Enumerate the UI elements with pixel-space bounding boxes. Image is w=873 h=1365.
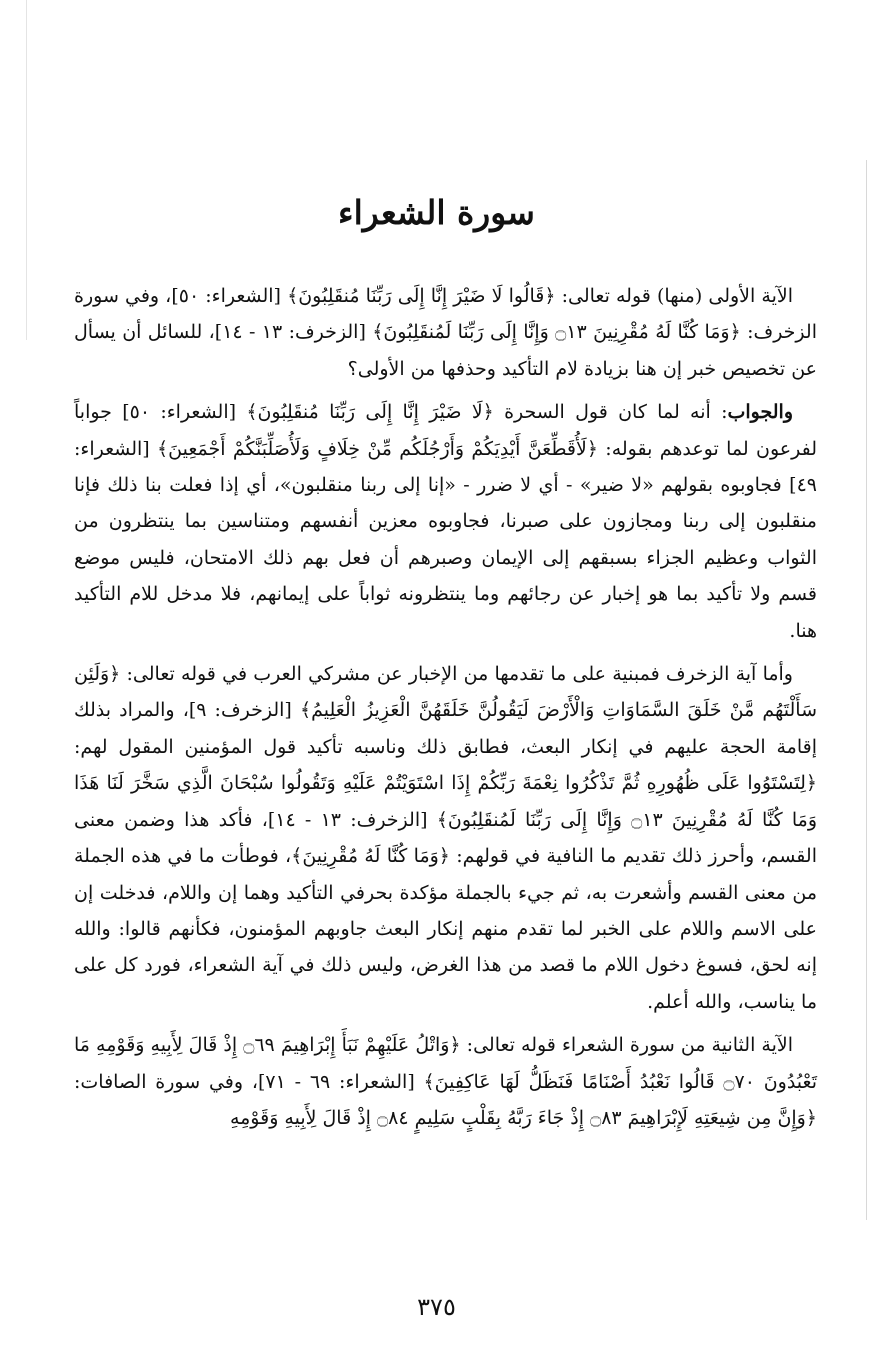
paragraph-text: وأما آية الزخرف فمبنية على ما تقدمها من الإخبار عن مشركي العرب في قوله تعالى: ﴿وَلَئِن سَأَلْتَهُم مَّنْ خَلَقَ السَّمَاوَاتِ وَالْأَرْضَ لَيَقُولُنَّ خَلَقَهُنَّ الْعَزِيزُ الْعَلِيمُ﴾ [الزخرف: ٩]، والمراد بذلك إقامة الحجة عليهم في إنكار البعث، فطابق ذلك وناسبه تأكيد قول المؤمنين المقول لهم: ﴿لِتَسْتَوُوا عَلَى ظُهُورِهِ ثُمَّ تَذْكُرُوا نِعْمَةَ رَبِّكُمْ إِذَا اسْتَوَيْتُمْ عَلَيْهِ وَتَقُولُوا سُبْحَانَ الَّذِي سَخَّرَ لَنَا هَذَا وَمَا كُنَّا لَهُ مُقْرِنِينَ ۝١٣ وَإِنَّا إِلَى رَبِّنَا لَمُنقَلِبُونَ﴾ [الزخرف: ١٣ - ١٤]، فأكد هذا وضمن معنى القسم، وأحرز ذلك تقديم ما النافية في قولهم: ﴿وَمَا كُنَّا لَهُ مُقْرِنِينَ﴾، فوطأت ما في هذه الجملة من معنى القسم وأشعرت به، ثم جيء بالجملة مؤكدة بحرفي التأكيد وهما إن واللام، فدخلت إن على الاسم واللام على الخبر لما تقدم منهم إنكار البعث جاوبهم المؤمنون، فكأنهم قالوا: والله إنه لحق، فسوغ دخول اللام ما قصد من هذا الغرض، وليس ذلك في آية الشعراء، فورد كل على ما يناسب، والله أعلم. xyxy=(74,663,817,1013)
paragraph-3 xyxy=(74,656,817,1020)
page-edge-line xyxy=(26,0,27,340)
paragraph-text: الآية الثانية من سورة الشعراء قوله تعالى: ﴿وَاتْلُ عَلَيْهِمْ نَبَأَ إِبْرَاهِيمَ ۝٦٩ إِذْ قَالَ لِأَبِيهِ وَقَوْمِهِ مَا تَعْبُدُونَ ۝٧٠ قَالُوا نَعْبُدُ أَصْنَامًا فَنَظَلُّ لَهَا عَاكِفِينَ﴾ [الشعراء: ٦٩ - ٧١]، وفي سورة الصافات: ﴿وَإِنَّ مِن شِيعَتِهِ لَإِبْرَاهِيمَ ۝٨٣ إِذْ جَاءَ رَبَّهُ بِقَلْبٍ سَلِيمٍ ۝٨٤ إِذْ قَالَ لِأَبِيهِ وَقَوْمِهِ xyxy=(74,1034,817,1129)
paragraph-1 xyxy=(74,278,817,387)
paragraph-2 xyxy=(74,394,817,649)
page-number: ٣٧٥ xyxy=(417,1293,456,1321)
chapter-title: سورة الشعراء xyxy=(338,193,535,232)
paragraph-text: : أنه لما كان قول السحرة ﴿لَا ضَيْرَ إِنَّا إِلَى رَبِّنَا مُنقَلِبُونَ﴾ [الشعراء: ٥٠] جواباً لفرعون لما توعدهم بقوله: ﴿لَأُقَطِّعَنَّ أَيْدِيَكُمْ وَأَرْجُلَكُم مِّنْ خِلَافٍ وَلَأُصَلِّبَنَّكُمْ أَجْمَعِينَ﴾ [الشعراء: ٤٩] فجاوبوه بقولهم «لا ضير» - أي لا ضرر - «إنا إلى ربنا منقلبون»، أي إذا فعلت بنا ذلك فإنا منقلبون إلى ربنا ومجازون على صبرنا، فجاوبوه معزين أنفسهم ومتناسين بما ينتظرون من الثواب وعظيم الجزاء بسبقهم إلى الإيمان وصبرهم أن فعل بهم ذلك الامتحان، فليس موضع قسم ولا تأكيد بما هو إخبار عن رجائهم وما ينتظرونه ثواباً على إيمانهم، فلا مدخل للام التأكيد هنا. xyxy=(74,401,817,642)
body-text xyxy=(74,278,817,1143)
paragraph-4 xyxy=(74,1027,817,1136)
page-edge-line xyxy=(866,160,867,1220)
paragraph-lead: والجواب xyxy=(727,401,793,424)
paragraph-text: الآية الأولى (منها) قوله تعالى: ﴿قَالُوا لَا ضَيْرَ إِنَّا إِلَى رَبِّنَا مُنقَلِبُونَ﴾ [الشعراء: ٥٠]، وفي سورة الزخرف: ﴿وَمَا كُنَّا لَهُ مُقْرِنِينَ ۝١٣ وَإِنَّا إِلَى رَبِّنَا لَمُنقَلِبُونَ﴾ [الزخرف: ١٣ - ١٤]، للسائل أن يسأل عن تخصيص خبر إن هنا بزيادة لام التأكيد وحذفها من الأولى؟ xyxy=(74,285,817,380)
